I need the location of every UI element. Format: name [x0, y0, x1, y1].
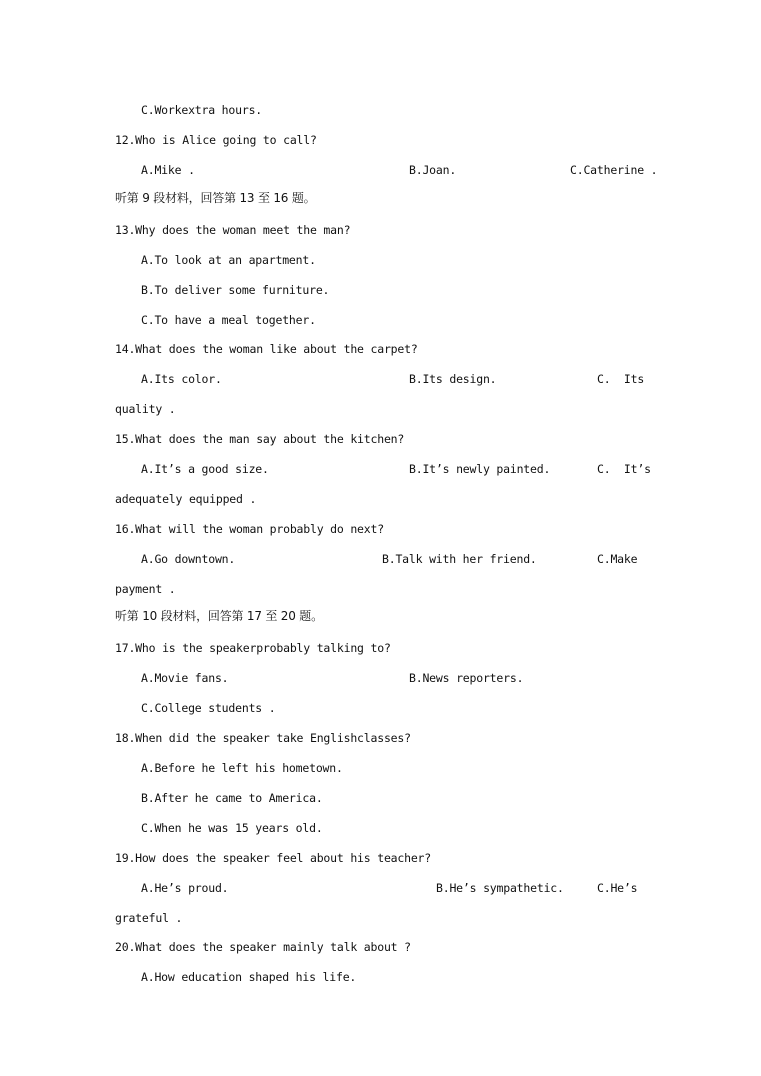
option-12b: B.Joan. — [409, 163, 457, 177]
question-20: 20.What does the speaker mainly talk about ? — [115, 940, 411, 954]
option-15c: C. It’s — [597, 462, 651, 476]
option-16b: B.Talk with her friend. — [382, 552, 537, 566]
option-14c-cont: quality . — [115, 402, 176, 416]
option-19a: A.He’s proud. — [141, 881, 229, 895]
option-17c: C.College students . — [141, 701, 276, 715]
option-16c-cont: payment . — [115, 582, 176, 596]
option-20a: A.How education shaped his life. — [141, 970, 357, 984]
option-15c-cont: adequately equipped . — [115, 492, 257, 506]
question-17: 17.Who is the speakerprobably talking to? — [115, 641, 391, 655]
option-19b: B.He’s sympathetic. — [436, 881, 564, 895]
option-19c: C.He’s — [597, 881, 638, 895]
option-12a: A.Mike . — [141, 163, 195, 177]
question-14: 14.What does the woman like about the carpet? — [115, 342, 418, 356]
option-14b: B.Its design. — [409, 372, 497, 386]
option-11c: C.Workextra hours. — [141, 103, 263, 117]
option-18a: A.Before he left his hometown. — [141, 761, 343, 775]
question-13: 13.Why does the woman meet the man? — [115, 223, 351, 237]
option-13b: B.To deliver some furniture. — [141, 283, 330, 297]
section-heading-9: 听第 9 段材料，回答第 13 至 16 题。 — [115, 191, 316, 205]
option-15a: A.It’s a good size. — [141, 462, 269, 476]
option-14c: C. Its — [597, 372, 645, 386]
option-12c: C.Catherine . — [570, 163, 658, 177]
option-19c-cont: grateful . — [115, 911, 183, 925]
question-18: 18.When did the speaker take Englishclasses? — [115, 731, 411, 745]
question-16: 16.What will the woman probably do next? — [115, 522, 384, 536]
option-13a: A.To look at an apartment. — [141, 253, 316, 267]
option-18b: B.After he came to America. — [141, 791, 323, 805]
option-16a: A.Go downtown. — [141, 552, 236, 566]
option-15b: B.It’s newly painted. — [409, 462, 551, 476]
option-16c: C.Make — [597, 552, 638, 566]
section-heading-10: 听第 10 段材料，回答第 17 至 20 题。 — [115, 609, 323, 623]
question-12: 12.Who is Alice going to call? — [115, 133, 317, 147]
question-15: 15.What does the man say about the kitchen? — [115, 432, 405, 446]
option-13c: C.To have a meal together. — [141, 313, 316, 327]
option-18c: C.When he was 15 years old. — [141, 821, 323, 835]
question-19: 19.How does the speaker feel about his teacher? — [115, 851, 432, 865]
option-17a: A.Movie fans. — [141, 671, 229, 685]
option-14a: A.Its color. — [141, 372, 222, 386]
option-17b: B.News reporters. — [409, 671, 524, 685]
